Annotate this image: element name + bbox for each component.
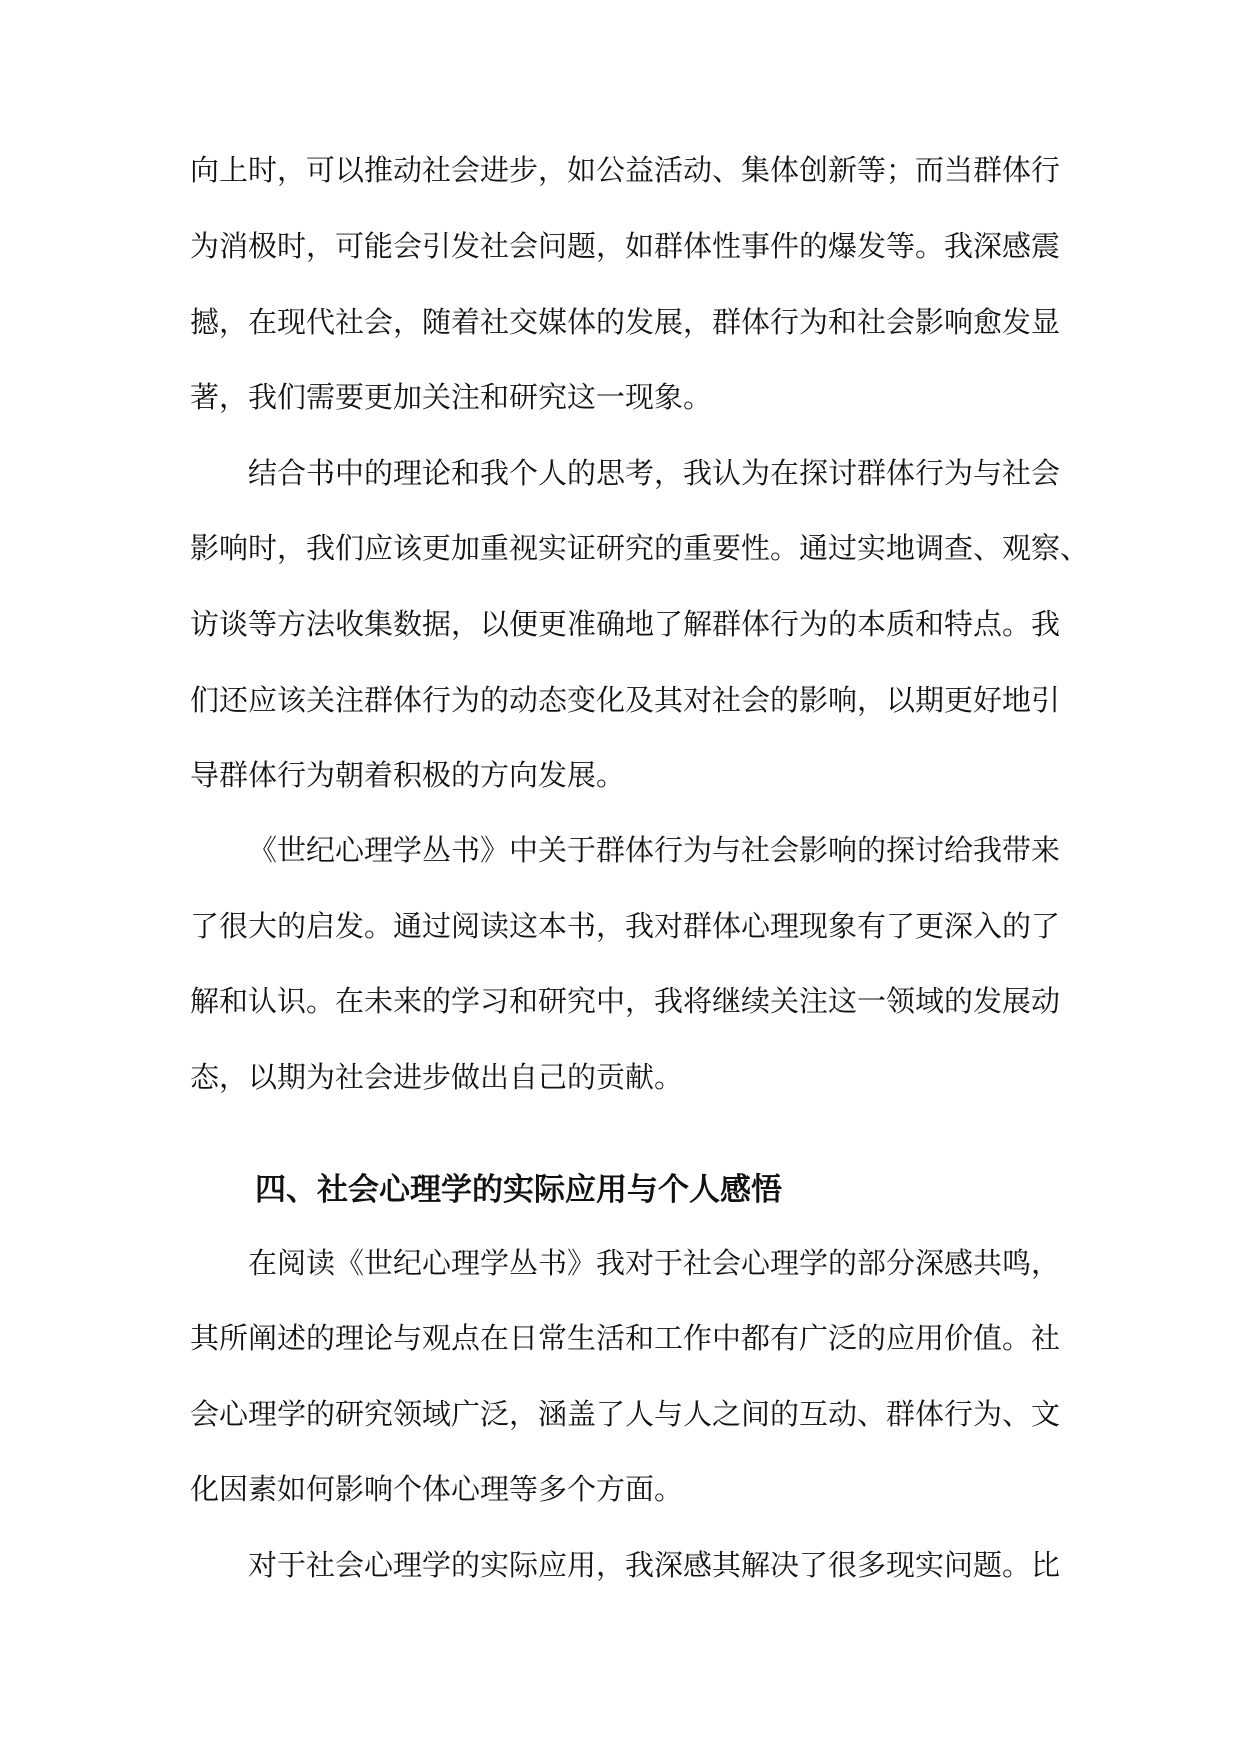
section-heading: 四、社会心理学的实际应用与个人感悟 (255, 1172, 782, 1208)
text-line: 解和认识。在未来的学习和研究中，我将继续关注这一领域的发展动 (190, 984, 1061, 1018)
text-line: 会心理学的研究领域广泛，涵盖了人与人之间的互动、群体行为、文 (190, 1397, 1061, 1431)
text-line: 向上时，可以推动社会进步，如公益活动、集体创新等；而当群体行 (190, 153, 1061, 187)
text-line: 著，我们需要更加关注和研究这一现象。 (190, 380, 713, 414)
text-line: 对于社会心理学的实际应用，我深感其解决了很多现实问题。比 (248, 1548, 1061, 1582)
text-line: 撼，在现代社会，随着社交媒体的发展，群体行为和社会影响愈发显 (190, 305, 1061, 339)
text-line: 影响时，我们应该更加重视实证研究的重要性。通过实地调查、观察、 (190, 531, 1090, 565)
text-line: 在阅读《世纪心理学丛书》我对于社会心理学的部分深感共鸣， (248, 1246, 1061, 1280)
text-line: 访谈等方法收集数据，以便更准确地了解群体行为的本质和特点。我 (190, 607, 1061, 641)
text-line: 了很大的启发。通过阅读这本书，我对群体心理现象有了更深入的了 (190, 909, 1061, 943)
text-line: 结合书中的理论和我个人的思考，我认为在探讨群体行为与社会 (248, 456, 1061, 490)
text-line: 化因素如何影响个体心理等多个方面。 (190, 1472, 684, 1506)
text-line: 态，以期为社会进步做出自己的贡献。 (190, 1060, 684, 1094)
text-line: 为消极时，可能会引发社会问题，如群体性事件的爆发等。我深感震 (190, 229, 1061, 263)
text-line: 《世纪心理学丛书》中关于群体行为与社会影响的探讨给我带来 (248, 833, 1061, 867)
text-line: 其所阐述的理论与观点在日常生活和工作中都有广泛的应用价值。社 (190, 1321, 1061, 1355)
text-line: 导群体行为朝着积极的方向发展。 (190, 758, 626, 792)
text-line: 们还应该关注群体行为的动态变化及其对社会的影响，以期更好地引 (190, 683, 1061, 717)
